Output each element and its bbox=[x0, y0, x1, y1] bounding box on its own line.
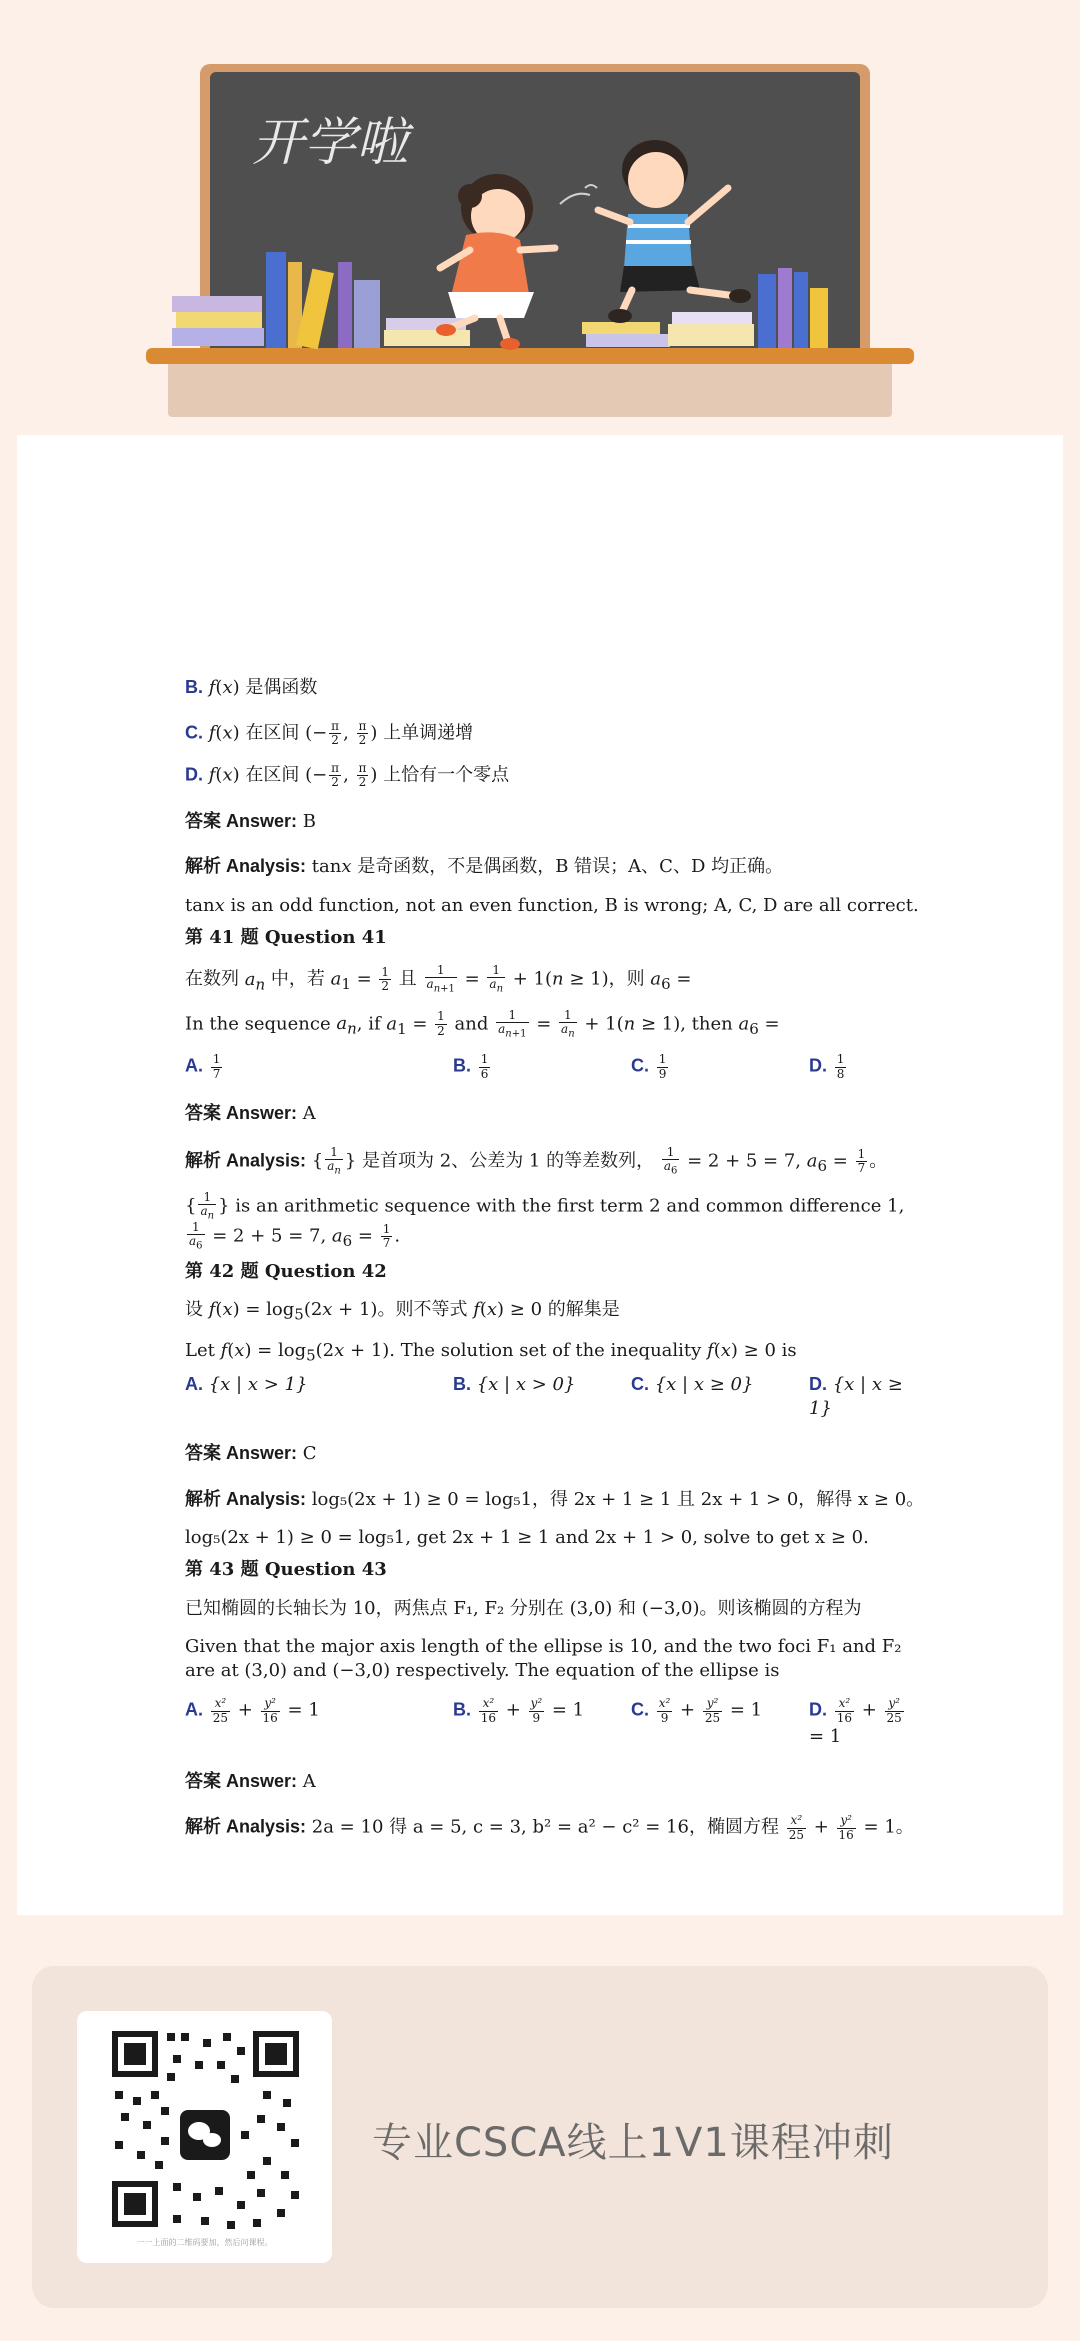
qr-code-icon[interactable] bbox=[77, 2011, 332, 2263]
q41-option-c: C. $\frac{1}{9}$ bbox=[631, 1052, 667, 1081]
q42-analysis-en: log₅(2x + 1) ≥ 0 = log₅1, get 2x + 1 ≥ 1 and 2x + 1 > 0, solve to get x ≥ 0. bbox=[185, 1526, 869, 1548]
q43-heading: 第 43 题 Question 43 bbox=[185, 1559, 387, 1581]
q43-stem-zh: 已知椭圆的长轴长为 10，两焦点 F₁, F₂ 分别在 (3,0) 和 (−3,0)。则该椭圆的方程为 bbox=[185, 1597, 862, 1619]
q42-answer: 答案 Answer: C bbox=[185, 1443, 317, 1465]
q41-option-d: D. $\frac{1}{8}$ bbox=[809, 1052, 845, 1081]
q42-stem-zh: 设 $f(x) = \log_5(2x + 1)$。则不等式 f(x) ≥ 0 的解集是 bbox=[185, 1299, 620, 1324]
chalk-tray bbox=[146, 348, 914, 364]
q41-stem-zh: 在数列 $a_n$ 中，若 $a_1$ = $\frac{1}{2}$ 且 $\frac{1}{a_{n+1}}$ = $\frac{1}{a_n}$ + 1(n ≥ 1)，则 $a_6$ = bbox=[185, 963, 692, 995]
q42-option-a: A. {x | x > 1} bbox=[185, 1373, 308, 1395]
q42-option-b: B. {x | x > 0} bbox=[453, 1373, 576, 1395]
q41-answer: 答案 Answer: A bbox=[185, 1102, 316, 1124]
q43-option-d: D. $\frac{\text{x²}}{16}$ + $\frac{\text{y²}}{25}$ = 1 bbox=[809, 1696, 902, 1747]
q43-option-c: C. $\frac{\text{x²}}{9}$ + $\frac{\text{y²}}{25}$ = 1 bbox=[631, 1696, 763, 1725]
promo-banner bbox=[32, 1966, 1048, 2308]
q42-heading: 第 42 题 Question 42 bbox=[185, 1260, 387, 1282]
q41-analysis-en: { $\frac{1}{a_n}$ } is an arithmetic sequence with the first term 2 and common difference 1, $\frac{1}{a_6}$ = 2 + 5 = 7, $a_6$ = $\frac{1}{7}$ . bbox=[185, 1189, 905, 1252]
q43-options bbox=[185, 1697, 925, 1749]
q42-option-d: D. {x | x ≥ 1} bbox=[809, 1373, 903, 1420]
q43-analysis: 解析 Analysis: 2a = 10 得 a = 5, c = 3, b² = a² − c² = 16，椭圆方程 $\frac{\text{x²}}{25}$ + $\frac{\text{y²}}{16}$ = 1。 bbox=[185, 1813, 914, 1842]
q42-options bbox=[185, 1372, 925, 1422]
option-d: D. f(x) 在区间 (− $\frac{\pi}{2}$ , $\frac{\pi}{2}$ ) 上恰有一个零点 bbox=[185, 760, 510, 789]
board-title: 开学啦 bbox=[252, 113, 409, 173]
header-illustration bbox=[0, 0, 1080, 430]
q41-options bbox=[185, 1053, 925, 1080]
board-stand bbox=[168, 362, 892, 417]
q42-option-c: C. {x | x ≥ 0} bbox=[631, 1373, 754, 1395]
q41-option-a: A. $\frac{1}{7}$ bbox=[185, 1052, 221, 1081]
q40-analysis-en: tanx is an odd function, not an even function, B is wrong; A, C, D are all correct. bbox=[185, 894, 919, 916]
option-b: B. f(x) 是偶函数 bbox=[185, 677, 318, 698]
q43-stem-en: Given that the major axis length of the ellipse is 10, and the two foci F₁ and F₂ are at (3,0) and (−3,0) respectively. The equation of the ellipse is bbox=[185, 1635, 902, 1682]
question-content bbox=[185, 675, 925, 1842]
q42-stem-en: Let $f(x) = \log_5(2x + 1)$. The solution set of the inequality f(x) ≥ 0 is bbox=[185, 1339, 797, 1365]
q41-option-b: B. $\frac{1}{6}$ bbox=[453, 1052, 489, 1081]
promo-text: 专业CSCA线上1V1课程冲刺 bbox=[372, 2120, 894, 2166]
q41-analysis-zh: 解析 Analysis: { $\frac{1}{a_n}$ } 是首项为 2、公差为 1 的等差数列， $\frac{1}{a_6}$ = 2 + 5 = 7, $a_6$ = $\frac{1}{7}$ 。 bbox=[185, 1145, 888, 1177]
option-c: C. f(x) 在区间 (− $\frac{\pi}{2}$ , $\frac{\pi}{2}$ ) 上单调递增 bbox=[185, 719, 474, 748]
q43-option-b: B. $\frac{\text{x²}}{16}$ + $\frac{\text{y²}}{9}$ = 1 bbox=[453, 1696, 585, 1725]
q41-heading: 第 41 题 Question 41 bbox=[185, 926, 387, 948]
q43-answer: 答案 Answer: A bbox=[185, 1771, 316, 1793]
q42-analysis-zh: 解析 Analysis: log₅(2x + 1) ≥ 0 = log₅1，得 2x + 1 ≥ 1 且 2x + 1 > 0，解得 x ≥ 0。 bbox=[185, 1488, 925, 1510]
q41-stem-en: In the sequence $a_n$, if $a_1$ = $\frac{1}{2}$ and $\frac{1}{a_{n+1}}$ = $\frac{1}{a_n}$ + 1(n ≥ 1), then $a_6$ = bbox=[185, 1007, 780, 1040]
qr-caption: 一一上面的二维码要加，然后问课程。 bbox=[136, 2238, 273, 2247]
qr-card bbox=[77, 2011, 332, 2263]
q40-analysis-zh: 解析 Analysis: tanx 是奇函数，不是偶函数，B 错误；A、C、D 均正确。 bbox=[185, 856, 784, 878]
q40-answer: 答案 Answer: B bbox=[185, 811, 316, 833]
q43-option-a: A. $\frac{\text{x²}}{25}$ + $\frac{\text{y²}}{16}$ = 1 bbox=[185, 1696, 320, 1725]
